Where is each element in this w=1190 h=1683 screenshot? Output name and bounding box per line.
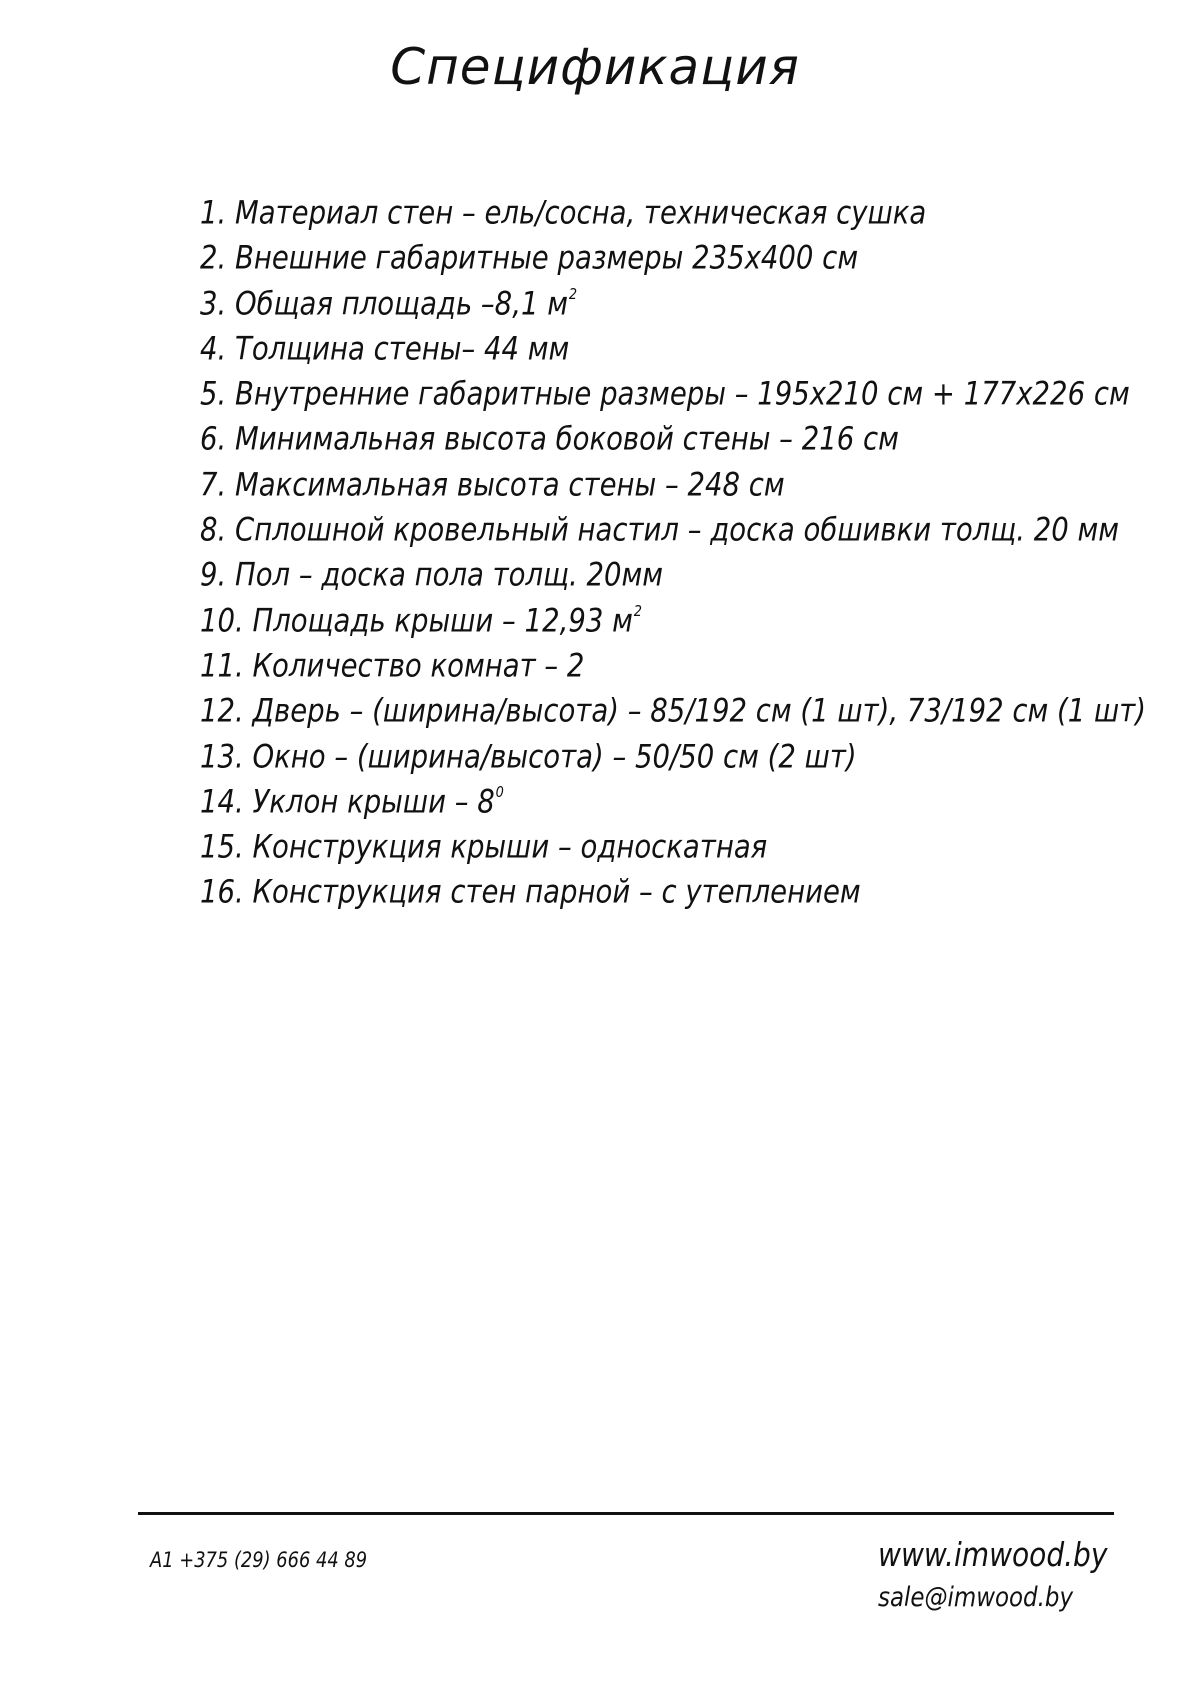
spec-item-6 <box>200 411 1047 459</box>
spec-item-text: 11. Количество комнат – 2 <box>200 646 585 685</box>
spec-item-13 <box>200 729 1047 774</box>
specification-list <box>200 185 1185 910</box>
spec-item-9 <box>200 547 1047 595</box>
spec-item-text: 14. Уклон крыши – 8 <box>200 782 495 821</box>
spec-item-12 <box>200 683 1146 730</box>
spec-item-15 <box>200 819 1047 864</box>
spec-item-superscript: 2 <box>568 284 578 303</box>
spec-item-text: 15. Конструкция крыши – односкатная <box>200 827 768 866</box>
spec-item-text: 5. Внутренние габаритные размеры – 195х210 см + 177х226 см <box>200 374 1130 413</box>
footer-divider <box>138 1512 1114 1515</box>
spec-item-text: 3. Общая площадь –8,1 м <box>200 284 568 323</box>
footer-email-link[interactable]: sale@imwood.by <box>878 1582 1074 1613</box>
spec-item-4 <box>200 321 1047 366</box>
spec-item-text: 8. Сплошной кровельный настил – доска обшивки толщ. 20 мм <box>200 510 1120 549</box>
spec-item-text: 4. Толщина стены– 44 мм <box>200 329 570 368</box>
spec-item-superscript: 2 <box>633 601 642 620</box>
spec-item-text: 7. Максимальная высота стены – 248 см <box>200 465 785 504</box>
spec-item-5 <box>200 366 1130 413</box>
spec-item-text: 6. Минимальная высота боковой стены – 216 см <box>200 420 899 459</box>
spec-item-3 <box>200 276 1047 321</box>
spec-item-text: 2. Внешние габаритные размеры 235х400 см <box>200 238 859 277</box>
footer-website-link[interactable]: www.imwood.by <box>878 1535 1108 1574</box>
spec-item-text: 16. Конструкция стен парной – с утеплением <box>200 873 861 912</box>
footer-phone: A1 +375 (29) 666 44 89 <box>150 1548 368 1572</box>
spec-item-14 <box>200 774 1047 819</box>
spec-item-text: 13. Окно – (ширина/высота) – 50/50 см (2 шт) <box>200 737 857 776</box>
spec-item-text: 10. Площадь крыши – 12,93 м <box>200 601 633 640</box>
spec-item-superscript: 0 <box>495 782 504 801</box>
spec-item-8 <box>200 502 1120 549</box>
document-title: Спецификация <box>390 38 800 96</box>
spec-item-1 <box>200 185 1047 230</box>
spec-item-11 <box>200 638 1047 683</box>
spec-item-2 <box>200 230 1047 275</box>
spec-item-text: 9. Пол – доска пола толщ. 20мм <box>200 556 664 595</box>
spec-item-text: 1. Материал стен – ель/сосна, техническая сушка <box>200 193 927 232</box>
spec-item-text: 12. Дверь – (ширина/высота) – 85/192 см (1 шт), 73/192 см (1 шт) <box>200 691 1146 730</box>
spec-item-10 <box>200 593 1047 638</box>
spec-item-16 <box>200 864 1047 912</box>
spec-item-7 <box>200 457 1047 502</box>
